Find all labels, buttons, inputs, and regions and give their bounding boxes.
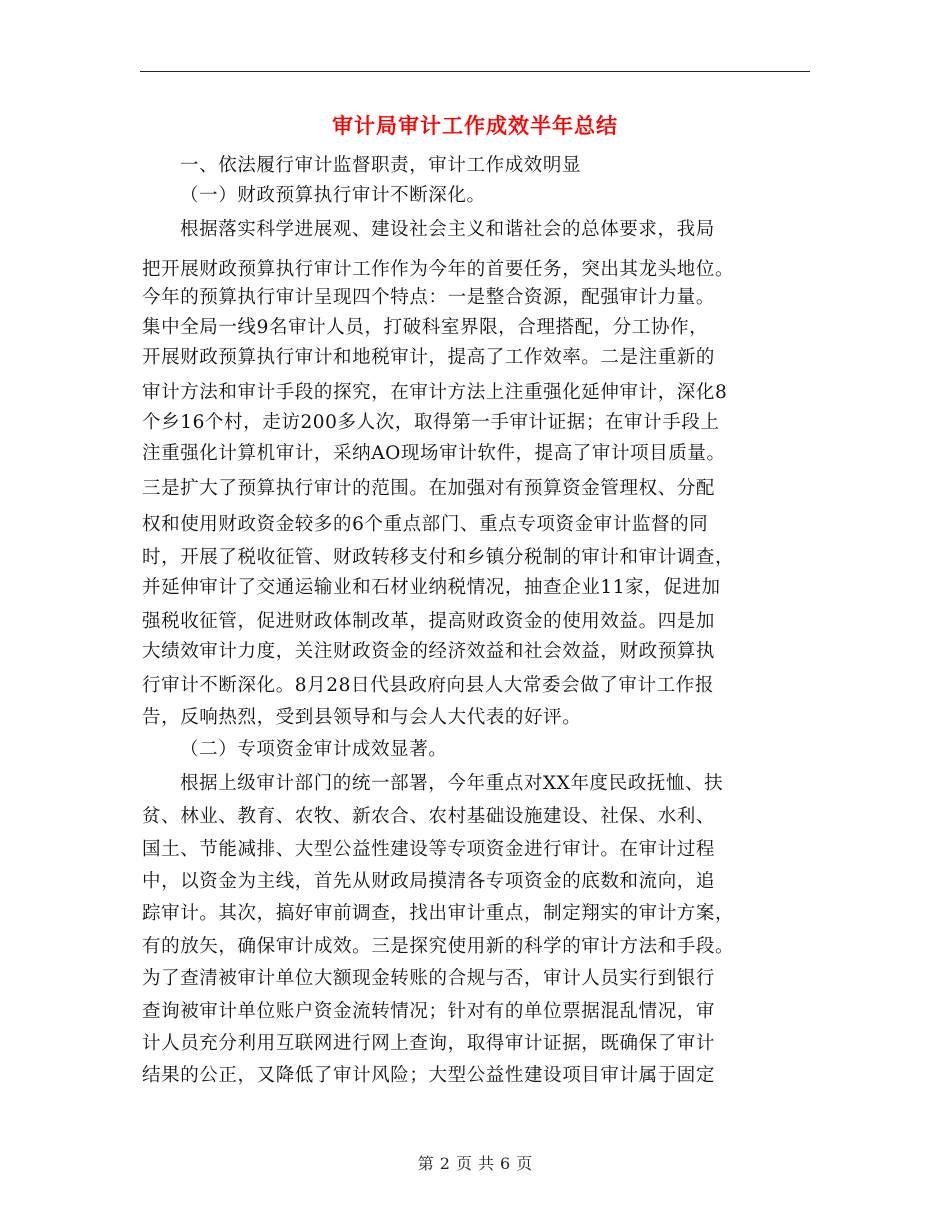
paragraph-line: 注重强化计算机审计，采纳AO现场审计软件，提高了审计项目质量。 [142, 443, 726, 464]
subsection-heading-1: （一）财政预算执行审计不断深化。 [180, 185, 486, 206]
paragraph-line: 时，开展了税收征管、财政转移支付和乡镇分税制的审计和审计调查， [142, 547, 735, 568]
paragraph-line: 强税收征管，促进财政体制改革，提高财政资金的使用效益。四是加 [142, 611, 716, 632]
footer-total-label: 共 [478, 1154, 495, 1173]
total-pages: 6 [500, 1154, 511, 1173]
footer-prefix: 第 [417, 1154, 434, 1173]
paragraph-line: 根据落实科学进展观、建设社会主义和谐社会的总体要求，我局 [180, 219, 715, 240]
paragraph-line: 有的放矢，确保审计成效。三是探究使用新的科学的审计方法和手段。 [142, 936, 735, 957]
document-title: 审计局审计工作成效半年总结 [332, 113, 618, 138]
paragraph-line: 个乡16个村，走访200多人次，取得第一手审计证据；在审计手段上 [142, 412, 720, 433]
paragraph-line: 为了查清被审计单位大额现金转账的合规与否，审计人员实行到银行 [142, 968, 716, 989]
paragraph-line: 国土、节能减排、大型公益性建设等专项资金进行审计。在审计过程 [142, 839, 716, 860]
paragraph-line: 贫、林业、教育、农牧、新农合、农村基础设施建设、社保、水利、 [142, 806, 716, 827]
footer-page-label: 页 [455, 1154, 472, 1173]
paragraph-line: 三是扩大了预算执行审计的范围。在加强对有预算资金管理权、分配 [142, 478, 716, 499]
page-footer [0, 1152, 950, 1176]
paragraph-line: 查询被审计单位账户资金流转情况；针对有的单位票据混乱情况，审 [142, 1001, 716, 1022]
page-number: 2 [439, 1154, 450, 1173]
paragraph-line: 审计方法和审计手段的探究，在审计方法上注重强化延伸审计，深化8 [142, 382, 728, 403]
paragraph-line: 并延伸审计了交通运输业和石材业纳税情况，抽查企业11家，促进加 [142, 577, 721, 598]
paragraph-line: 集中全局一线9名审计人员，打破科室界限，合理搭配，分工协作， [142, 317, 709, 338]
paragraph-line: 把开展财政预算执行审计工作作为今年的首要任务，突出其龙头地位。 [142, 259, 735, 280]
paragraph-line: 今年的预算执行审计呈现四个特点：一是整合资源，配强审计力量。 [142, 287, 716, 308]
paragraph-line: 根据上级审计部门的统一部署，今年重点对XX年度民政抚恤、扶 [180, 773, 724, 794]
paragraph-line: 告，反响热烈，受到县领导和与会人大代表的好评。 [142, 707, 582, 728]
paragraph-line: 踪审计。其次，搞好审前调查，找出审计重点，制定翔实的审计方案， [142, 903, 735, 924]
footer-suffix: 页 [516, 1154, 533, 1173]
subsection-heading-2: （二）专项资金审计成效显著。 [180, 739, 448, 760]
section-heading-1: 一、依法履行审计监督职责，审计工作成效明显 [180, 155, 582, 176]
paragraph-line: 开展财政预算执行审计和地税审计，提高了工作效率。二是注重新的 [142, 347, 716, 368]
paragraph-line: 权和使用财政资金较多的6个重点部门、重点专项资金审计监督的同 [142, 514, 709, 535]
paragraph-line: 计人员充分利用互联网进行网上查询，取得审计证据，既确保了审计 [142, 1033, 716, 1054]
paragraph-line: 结果的公正，又降低了审计风险；大型公益性建设项目审计属于固定 [142, 1065, 716, 1086]
paragraph-line: 大绩效审计力度，关注财政资金的经济效益和社会效益，财政预算执 [142, 641, 716, 662]
header-rule [140, 71, 810, 72]
paragraph-line: 中，以资金为主线，首先从财政局摸清各专项资金的底数和流向，追 [142, 871, 716, 892]
paragraph-line: 行审计不断深化。8月28日代县政府向县人大常委会做了审计工作报 [142, 675, 714, 696]
